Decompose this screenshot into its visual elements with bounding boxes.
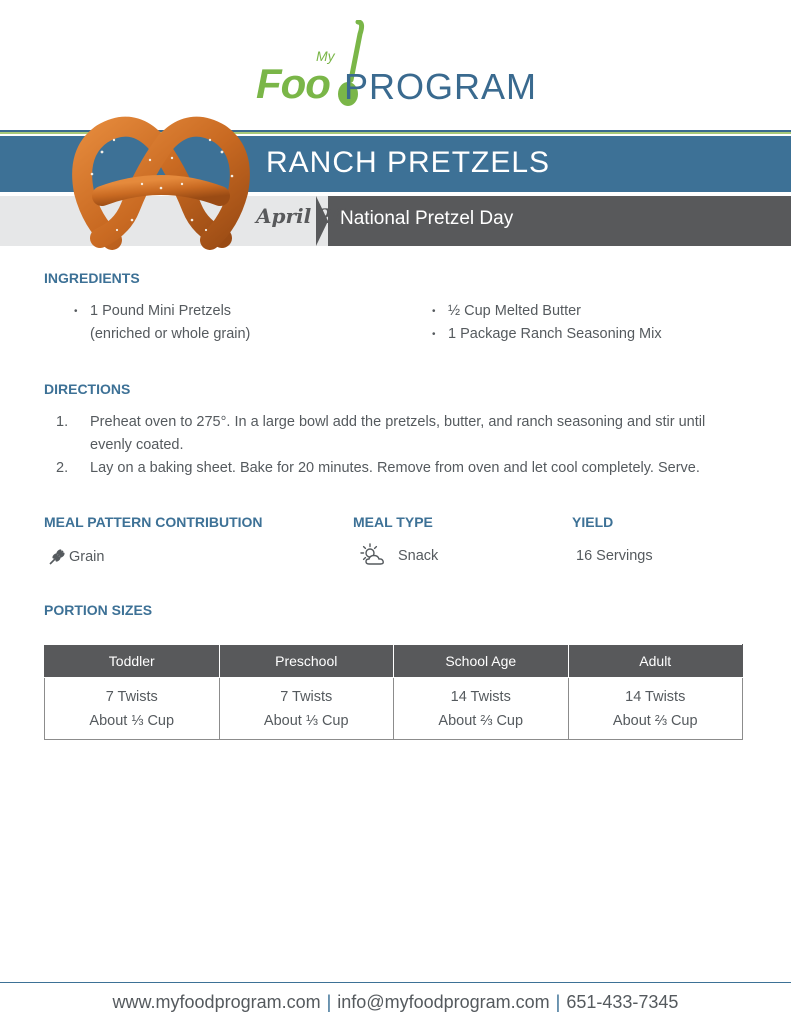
meal-type-heading: MEAL TYPE	[353, 514, 433, 530]
footer	[0, 992, 791, 1013]
footer-phone: 651-433-7345	[566, 992, 679, 1012]
ingredients-heading: INGREDIENTS	[44, 270, 140, 286]
portion-cup: About ⅔ Cup	[612, 713, 698, 729]
table-cell	[45, 678, 220, 740]
portion-table	[44, 644, 743, 740]
step-number: 1.	[56, 414, 69, 430]
wheat-icon	[48, 548, 66, 566]
list-item	[432, 300, 752, 323]
column-header-adult: Adult	[568, 645, 743, 678]
step-text: Lay on a baking sheet. Bake for 20 minutes. Remove from oven and let cool completely. Serve.	[90, 460, 700, 476]
table-cell	[568, 678, 743, 740]
portion-amount: 14 Twists	[625, 689, 686, 705]
list-item	[56, 457, 754, 480]
directions-list	[56, 411, 754, 480]
ingredients-list-right	[432, 300, 752, 346]
logo-food: Foo	[256, 60, 330, 107]
footer-website-link[interactable]: www.myfoodprogram.com	[112, 992, 321, 1012]
table-cell	[394, 678, 569, 740]
pretzel-image	[72, 112, 250, 252]
meal-pattern-heading: MEAL PATTERN CONTRIBUTION	[44, 514, 263, 530]
portion-amount: 7 Twists	[280, 689, 333, 705]
footer-separator: |	[555, 992, 561, 1012]
ingredients-list-left	[74, 300, 374, 346]
list-item	[56, 411, 754, 457]
logo-program: PROGRAM	[344, 66, 538, 107]
list-item	[432, 323, 752, 346]
logo-my: My	[316, 48, 335, 64]
portion-cup: About ⅔ Cup	[438, 713, 524, 729]
column-header-toddler: Toddler	[45, 645, 220, 678]
directions-heading: DIRECTIONS	[44, 381, 131, 397]
portion-sizes-heading: PORTION SIZES	[44, 602, 153, 618]
step-text-cont: evenly coated.	[90, 437, 184, 453]
step-text: Preheat oven to 275°. In a large bowl add the pretzels, butter, and ranch seasoning and stir until	[90, 414, 706, 430]
portion-amount: 14 Twists	[450, 689, 511, 705]
yield-value: 16 Servings	[576, 548, 653, 564]
ingredient-note: (enriched or whole grain)	[90, 326, 251, 342]
table-header-row	[45, 645, 743, 678]
sun-cloud-icon	[360, 543, 388, 567]
recipe-title: RANCH PRETZELS	[266, 146, 551, 179]
portion-cup: About ⅓ Cup	[263, 713, 349, 729]
footer-rule	[0, 982, 791, 983]
ingredient-line: ½ Cup Melted Butter	[448, 303, 581, 319]
meal-type-value: Snack	[398, 548, 439, 564]
portion-cup: About ⅓ Cup	[89, 713, 175, 729]
event-name: National Pretzel Day	[340, 208, 514, 229]
table-row	[45, 678, 743, 740]
brand-logo	[256, 20, 546, 112]
column-header-school-age: School Age	[394, 645, 569, 678]
yield-heading: YIELD	[572, 514, 614, 530]
event-date: April 26	[256, 204, 347, 228]
column-header-preschool: Preschool	[219, 645, 394, 678]
portion-amount: 7 Twists	[105, 689, 158, 705]
meal-pattern-value: Grain	[69, 549, 105, 565]
ingredient-line: 1 Pound Mini Pretzels	[90, 303, 232, 319]
ingredient-line: 1 Package Ranch Seasoning Mix	[448, 326, 662, 342]
table-cell	[219, 678, 394, 740]
step-number: 2.	[56, 460, 69, 476]
footer-email-link[interactable]: info@myfoodprogram.com	[337, 992, 550, 1012]
footer-separator: |	[326, 992, 332, 1012]
list-item	[74, 300, 374, 346]
